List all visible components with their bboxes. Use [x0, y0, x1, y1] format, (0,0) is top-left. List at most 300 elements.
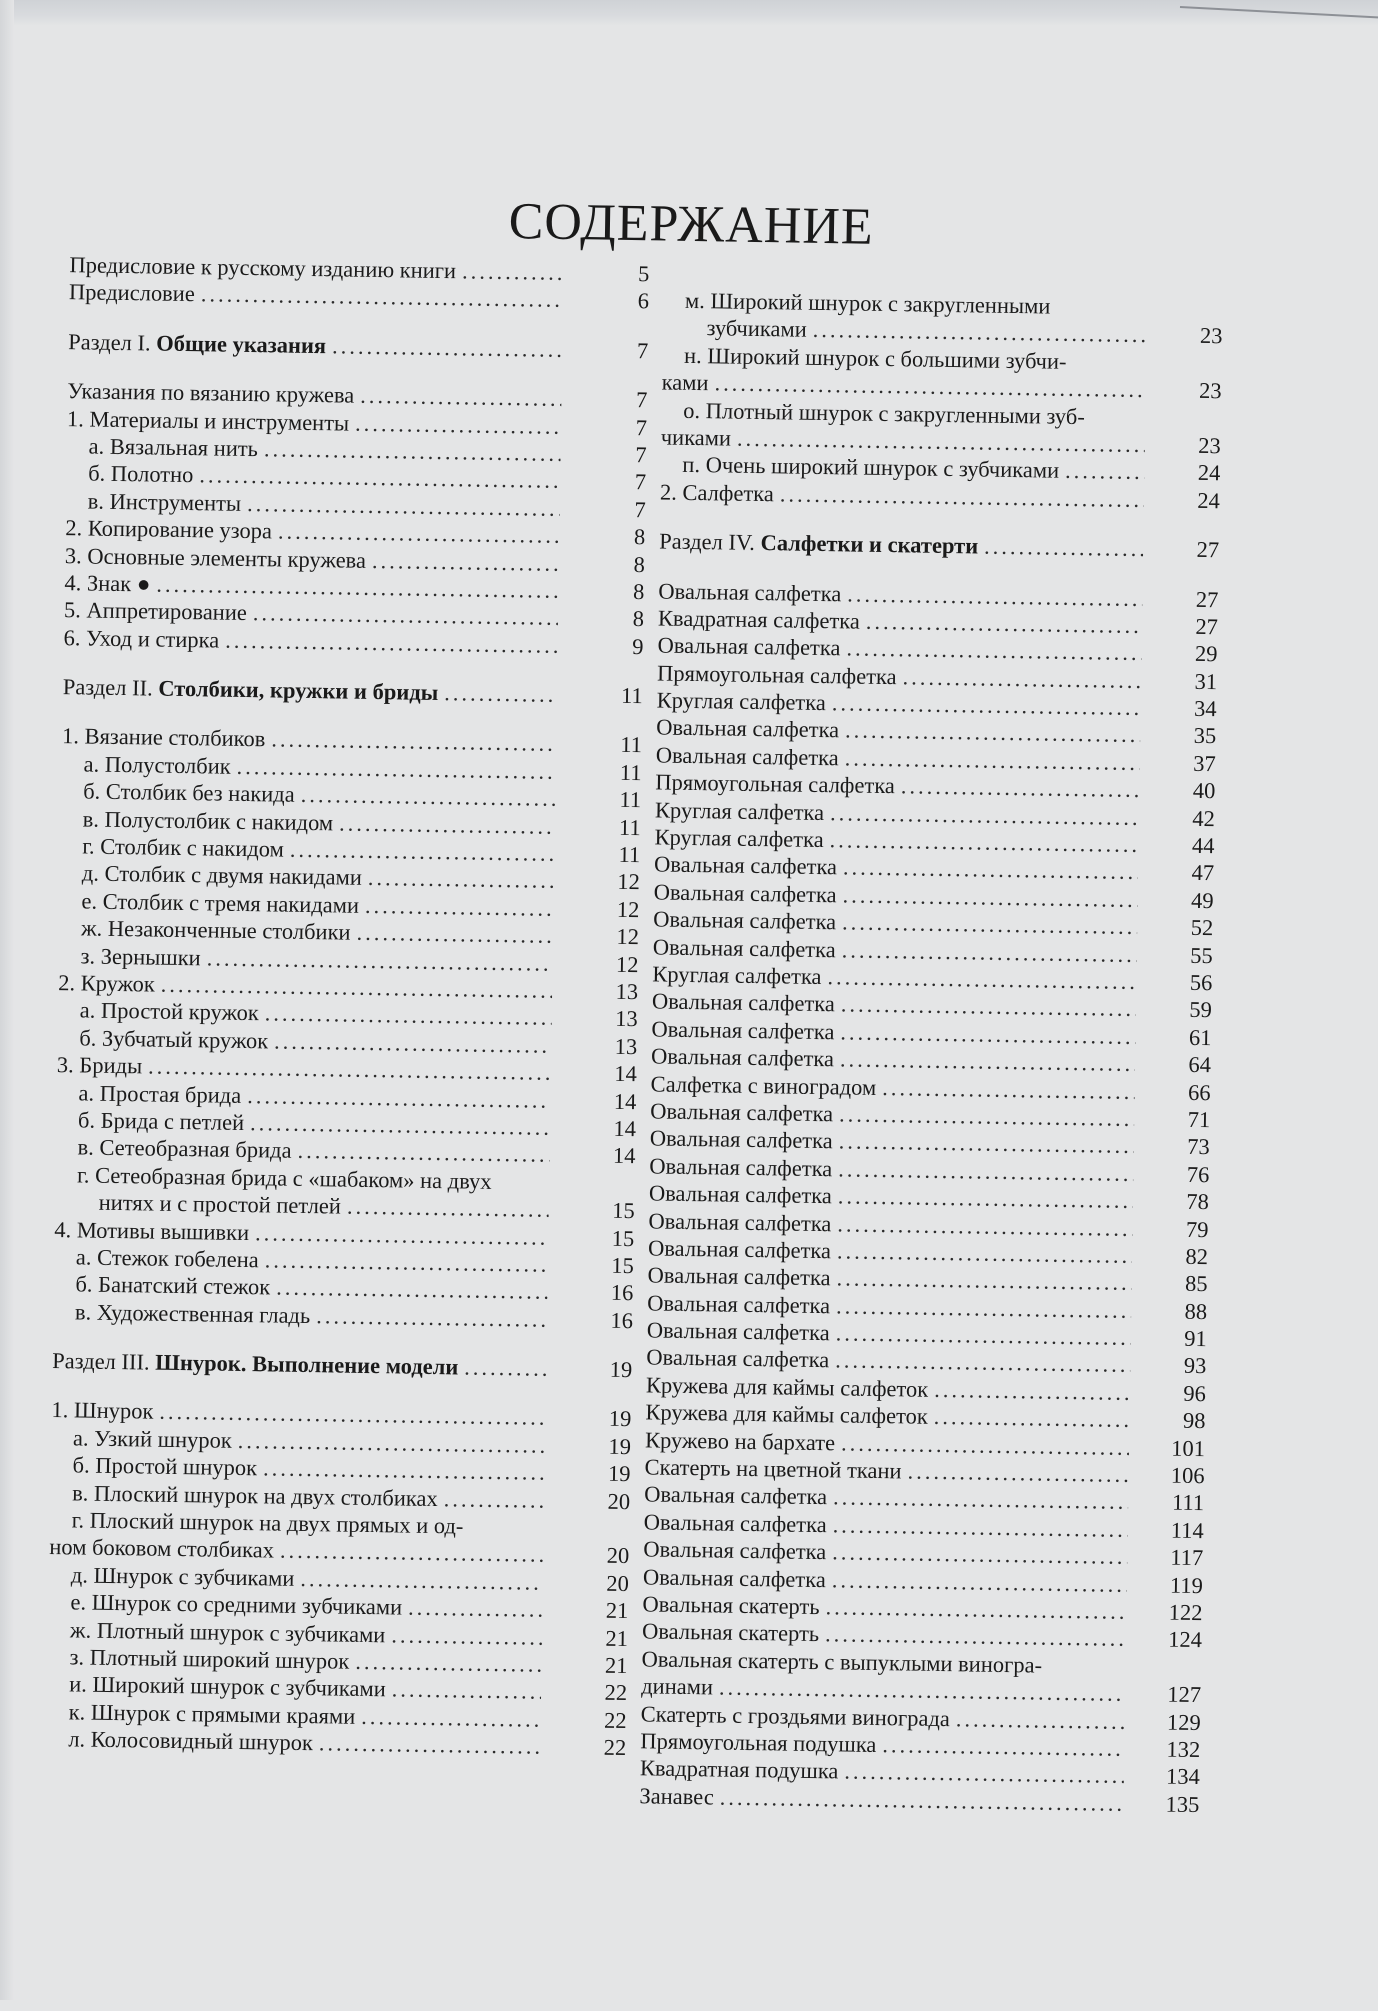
- dot-leader: [832, 1539, 1127, 1570]
- dot-leader: [250, 1110, 550, 1141]
- toc-entry-title: 5. Аппретирование: [63, 597, 248, 626]
- dot-leader: [444, 680, 557, 708]
- dot-leader: [276, 1275, 548, 1305]
- page-number: 12: [615, 951, 639, 977]
- page-number: 98: [1182, 1408, 1206, 1434]
- section-number: Раздел IV.: [659, 528, 756, 556]
- toc-entry-title: Овальная салфетка: [644, 1481, 828, 1510]
- page-number: [550, 1535, 630, 1536]
- toc-entry-title: Предисловие: [68, 279, 196, 307]
- dot-leader: [837, 1238, 1132, 1269]
- dot-leader: [355, 410, 561, 439]
- page-number: 22: [603, 1707, 627, 1733]
- dot-leader: [464, 1355, 546, 1382]
- dot-leader: [265, 1001, 552, 1032]
- dot-leader: [316, 1303, 547, 1333]
- toc-entry-title: а. Стежок гобелена: [75, 1244, 259, 1273]
- toc-entry-title: Овальная салфетка: [649, 1153, 833, 1181]
- toc-entry-title: а. Полустолбик: [83, 751, 231, 779]
- page-number: 71: [1187, 1106, 1211, 1133]
- dot-leader: [836, 1293, 1131, 1324]
- dot-leader: [247, 491, 560, 522]
- page-number: 13: [615, 1006, 638, 1032]
- page-number: 31: [1194, 668, 1218, 694]
- page-number: 8: [632, 606, 645, 632]
- page-number: 23: [1198, 432, 1221, 459]
- dot-leader: [838, 1156, 1133, 1187]
- toc-entry-title: Круглая салфетка: [654, 824, 824, 853]
- dot-leader: [827, 964, 1136, 995]
- dot-leader: [347, 1194, 549, 1223]
- toc-entry-title: [63, 674, 439, 706]
- page-number: 20: [607, 1488, 631, 1514]
- toc-section-heading[interactable]: [52, 1348, 632, 1384]
- toc-entry-title: нитях и с простой петлей: [98, 1189, 342, 1219]
- toc-section-heading[interactable]: [659, 529, 1219, 565]
- page-number: 35: [1193, 723, 1217, 749]
- page-number: 14: [613, 1088, 637, 1114]
- toc-entry-title: Овальная салфетка: [653, 851, 838, 880]
- page-number: [1153, 315, 1223, 316]
- page-number: 8: [632, 578, 645, 605]
- dot-leader: [319, 1730, 541, 1759]
- page-number: 44: [1191, 832, 1215, 859]
- page-number: 122: [1168, 1599, 1203, 1626]
- page-number: 19: [609, 1356, 633, 1383]
- dot-leader: [1065, 458, 1145, 485]
- page-number: 79: [1185, 1216, 1209, 1242]
- toc-entry-title: Овальная салфетка: [656, 714, 840, 743]
- page-number: 7: [635, 414, 648, 440]
- toc-entry-title: 1. Материалы и инструменты: [66, 405, 350, 436]
- toc-entry-title: Прямоугольная салфетка: [655, 769, 896, 799]
- toc-entry-title: Круглая салфетка: [656, 687, 827, 716]
- dot-leader: [247, 1083, 551, 1114]
- toc-entry-title: Овальная салфетка: [653, 879, 837, 908]
- toc-entry-title: ном боковом столбиках: [49, 1534, 275, 1563]
- page-number: 23: [1199, 323, 1223, 349]
- toc-entry-title: г. Плоский шнурок на двух прямых и од-: [71, 1507, 464, 1539]
- dot-leader: [829, 827, 1138, 858]
- page-number: 52: [1190, 915, 1214, 941]
- dot-leader: [356, 920, 553, 949]
- page-number: 15: [611, 1252, 635, 1279]
- page-number: 14: [612, 1143, 636, 1169]
- dot-leader: [840, 1019, 1135, 1050]
- dot-leader: [934, 1377, 1130, 1406]
- page-number: 11: [620, 682, 643, 709]
- dot-leader: [274, 1028, 552, 1058]
- toc-entry-title: Овальная скатерть с выпуклыми виногра-: [641, 1646, 1043, 1678]
- toc-entry-title: б. Полотно: [88, 460, 194, 488]
- toc-entry-title: н. Широкий шнурок с большими зубчи-: [683, 342, 1067, 374]
- toc-entry-title: е. Столбик с тремя накидами: [81, 888, 360, 918]
- page-number: 20: [606, 1570, 630, 1596]
- dot-leader: [355, 1649, 542, 1678]
- page-number: 40: [1192, 778, 1216, 804]
- page-number: 47: [1191, 860, 1215, 886]
- dot-leader: [297, 1138, 549, 1168]
- dot-leader: [843, 855, 1138, 886]
- dot-leader: [825, 1594, 1126, 1625]
- dot-leader: [361, 1704, 541, 1733]
- dot-leader: [253, 600, 559, 631]
- toc-entry-title: Кружева для каймы салфеток: [645, 1372, 929, 1402]
- dot-leader: [236, 754, 555, 785]
- toc-entry-title: Кружево на бархате: [644, 1426, 836, 1455]
- toc-section-heading[interactable]: [63, 674, 643, 710]
- page-number: 29: [1194, 641, 1218, 667]
- dot-leader: [360, 383, 562, 412]
- toc-entry-title: е. Шнурок со средними зубчиками: [70, 1589, 403, 1620]
- dot-leader: [207, 945, 553, 976]
- toc-entry-title: и. Широкий шнурок с зубчиками: [68, 1671, 386, 1702]
- toc-entry-title: 2. Копирование узора: [65, 515, 273, 544]
- page-number: 119: [1169, 1572, 1204, 1598]
- dot-leader: [280, 1538, 544, 1568]
- toc-entry-title: Овальная салфетка: [657, 632, 841, 661]
- toc-entry-title: Овальная салфетка: [655, 742, 839, 771]
- page-number: 76: [1186, 1161, 1210, 1187]
- page-number: 78: [1186, 1188, 1210, 1215]
- page-number: 11: [619, 759, 642, 786]
- page-number: [555, 1190, 635, 1191]
- toc-entry-title: [659, 529, 978, 560]
- dot-leader: [1048, 1672, 1126, 1673]
- toc-entry-title: б. Зубчатый кружок: [79, 1025, 269, 1054]
- dot-leader: [720, 1784, 1124, 1816]
- dot-leader: [836, 1266, 1131, 1297]
- toc-entry-title: Овальная салфетка: [650, 1043, 835, 1072]
- dot-leader: [368, 865, 554, 894]
- toc-entry-title: ж. Незаконченные столбики: [80, 915, 351, 945]
- toc-entry-title: д. Шнурок с зубчиками: [70, 1562, 295, 1591]
- dot-leader: [835, 1348, 1130, 1379]
- page-number: 27: [1195, 613, 1219, 640]
- toc-entry-title: 1. Шнурок: [51, 1397, 154, 1425]
- dot-leader: [225, 627, 558, 658]
- page-number: 16: [610, 1307, 634, 1333]
- dot-leader: [833, 1485, 1128, 1516]
- toc-left-column: [46, 252, 650, 1762]
- page-number: 22: [604, 1680, 628, 1706]
- page-number: 88: [1184, 1298, 1208, 1324]
- toc-entry-title: в. Сетеобразная брида: [77, 1134, 292, 1164]
- dot-leader: [199, 463, 560, 495]
- dot-leader: [847, 581, 1142, 612]
- toc-entry-title: Круглая салфетка: [654, 797, 825, 825]
- page-number: 7: [635, 387, 648, 413]
- dot-leader: [841, 1430, 1129, 1461]
- toc-entry-title: д. Столбик с двумя накидами: [81, 860, 363, 891]
- toc-entry-title: к. Шнурок с прямыми краями: [68, 1699, 356, 1729]
- toc-entry-title: Овальная скатерть: [641, 1618, 820, 1647]
- page-number: 13: [615, 978, 639, 1005]
- dot-leader: [372, 547, 559, 576]
- page-number: 5: [637, 261, 650, 287]
- page-number: 19: [608, 1433, 632, 1459]
- page-number: 20: [606, 1543, 630, 1569]
- toc-entry-title: 4. Мотивы вышивки: [54, 1216, 250, 1245]
- dot-leader: [265, 1247, 549, 1277]
- dot-leader: [271, 727, 556, 757]
- page-number: 24: [1197, 460, 1221, 486]
- page-number: 19: [607, 1461, 631, 1487]
- toc-entry-title: Овальная салфетка: [647, 1235, 832, 1264]
- page-number: 37: [1193, 750, 1216, 777]
- section-title: Шнурок. Выполнение модели: [155, 1349, 459, 1380]
- page-number: 114: [1170, 1517, 1204, 1543]
- toc-entry-title: Овальная салфетка: [642, 1563, 827, 1592]
- page-number: 124: [1168, 1626, 1203, 1653]
- dot-leader: [841, 992, 1136, 1023]
- toc-entry-title: Овальная салфетка: [653, 906, 837, 935]
- page-number: 19: [608, 1406, 632, 1432]
- dot-leader: [839, 1101, 1134, 1132]
- page-number: 7: [636, 337, 649, 364]
- toc-entry-title: з. Зернышки: [80, 943, 201, 970]
- section-number: Раздел II.: [62, 674, 153, 701]
- page-number: 49: [1190, 887, 1214, 914]
- page-number: 11: [618, 841, 641, 868]
- page-number: 111: [1171, 1490, 1205, 1516]
- dot-leader: [201, 282, 564, 314]
- toc-entry-title: 2. Салфетка: [659, 479, 775, 506]
- toc-entry-title: Овальная салфетка: [647, 1290, 831, 1318]
- toc-entry-title: Занавес: [639, 1783, 714, 1810]
- toc-entry-title: 6. Уход и стирка: [63, 624, 220, 653]
- dot-leader: [832, 1512, 1127, 1543]
- toc-entry-title: Квадратная подушка: [639, 1755, 839, 1784]
- toc-entry-title: 3. Бриды: [56, 1052, 143, 1079]
- toc-entry-title: ками: [661, 369, 709, 396]
- page-number: 14: [614, 1060, 638, 1087]
- toc-entry-title: ж. Плотный шнурок с зубчиками: [69, 1616, 386, 1647]
- dot-leader: [290, 837, 555, 867]
- toc-entry-title: п. Очень широкий шнурок с зубчиками: [682, 452, 1060, 484]
- section-number: Раздел I.: [68, 328, 151, 356]
- toc-entry-title: Овальная салфетка: [651, 1016, 835, 1045]
- toc-entry-title: в. Художественная гладь: [74, 1299, 311, 1328]
- page-number: 101: [1171, 1435, 1206, 1461]
- page-number: 21: [605, 1597, 629, 1624]
- page-number: 15: [611, 1197, 635, 1224]
- section-number: Раздел III.: [52, 1348, 150, 1375]
- page-number: 11: [620, 732, 643, 758]
- page-number: 27: [1195, 586, 1219, 612]
- page-number: 56: [1189, 969, 1213, 996]
- dot-leader: [255, 1220, 549, 1251]
- page-number: 12: [616, 896, 640, 923]
- dot-leader: [837, 1211, 1132, 1242]
- toc-entry-title: з. Плотный широкий шнурок: [69, 1644, 350, 1674]
- section-title: Салфетки и скатерти: [760, 530, 979, 559]
- dot-leader: [840, 1047, 1135, 1078]
- page-number: 64: [1188, 1051, 1212, 1078]
- dot-leader: [845, 718, 1140, 749]
- toc-entry-title: в. Плоский шнурок на двух столбиках: [71, 1479, 438, 1511]
- dot-leader: [238, 1428, 546, 1459]
- toc-entry-title: Скатерть на цветной ткани: [644, 1454, 902, 1484]
- toc-entry-title: о. Плотный шнурок с закругленными зуб-: [683, 397, 1086, 429]
- dot-leader: [332, 333, 563, 363]
- page-number: 16: [610, 1280, 634, 1306]
- toc-entry-title: м. Широкий шнурок с закругленными: [684, 287, 1051, 319]
- dot-leader: [830, 800, 1139, 831]
- toc-entry-title: Овальная салфетка: [646, 1317, 830, 1346]
- page-number: 59: [1189, 997, 1213, 1023]
- page-number: 6: [637, 288, 650, 314]
- toc-section-heading[interactable]: [68, 329, 648, 365]
- page-number: 12: [617, 869, 641, 895]
- page-number: 55: [1190, 942, 1213, 968]
- title-text: СОДЕРЖАНИЕ: [508, 192, 875, 256]
- dot-leader: [780, 481, 1144, 513]
- toc-entry-title: [68, 329, 326, 359]
- dot-leader: [391, 1622, 542, 1650]
- dot-leader: [1056, 314, 1147, 315]
- toc-entry-title: Овальная салфетка: [648, 1207, 832, 1236]
- page-number: 8: [633, 524, 646, 550]
- toc-entry-title: Овальная салфетка: [649, 1125, 833, 1154]
- toc-entry-title: Прямоугольная подушка: [640, 1728, 877, 1757]
- dot-leader: [159, 1399, 545, 1431]
- toc-entry-title: б. Столбик без накида: [83, 778, 295, 808]
- dot-leader: [339, 810, 555, 839]
- page-number: 8: [633, 551, 646, 577]
- page-number: [1131, 1674, 1201, 1675]
- page-number: 27: [1196, 537, 1220, 563]
- dot-leader: [469, 1534, 543, 1535]
- toc-entry-title: 1. Вязание столбиков: [61, 723, 266, 752]
- page-number: 73: [1187, 1134, 1210, 1160]
- page-number: 15: [611, 1225, 635, 1251]
- dot-leader: [907, 1458, 1128, 1487]
- page-number: 11: [619, 787, 642, 813]
- section-title: Общие указания: [156, 330, 327, 358]
- page-number: 82: [1185, 1243, 1209, 1270]
- dot-leader: [1091, 424, 1145, 425]
- toc-entry-title: а. Простая брида: [78, 1079, 242, 1108]
- page-number: 11: [618, 814, 641, 840]
- toc-entry-title: а. Простой кружок: [79, 997, 259, 1026]
- dot-leader: [497, 1189, 549, 1190]
- page-number: 23: [1198, 378, 1222, 404]
- page-number: [1152, 370, 1222, 371]
- page-number: 134: [1165, 1763, 1201, 1790]
- toc-entry-title: [52, 1348, 458, 1380]
- dot-leader: [882, 1732, 1124, 1762]
- page-number: 132: [1166, 1736, 1201, 1763]
- toc-entry-title: 2. Кружок: [57, 970, 155, 997]
- toc-entry-title: Овальная салфетка: [652, 934, 836, 962]
- toc-entry-title: 4. Знак ●: [64, 570, 151, 597]
- toc-entry-title: г. Сетеобразная брида с «шабаком» на двух: [76, 1162, 492, 1194]
- page-number: 127: [1167, 1681, 1202, 1708]
- toc-entry-title: б. Простой шнурок: [72, 1452, 258, 1481]
- toc-entry-title: Указания по вязанию кружева: [67, 378, 355, 408]
- dot-leader: [842, 910, 1137, 941]
- toc-entry-title: л. Колосовидный шнурок: [68, 1726, 314, 1756]
- page-number: 7: [634, 496, 646, 522]
- dot-leader: [832, 690, 1141, 721]
- page-number: 93: [1183, 1353, 1207, 1379]
- page-number: 14: [613, 1115, 637, 1142]
- dot-leader: [832, 1567, 1127, 1598]
- toc-entry-title: зубчиками: [706, 315, 807, 343]
- page-number: 7: [635, 442, 647, 468]
- toc-entry-title: Овальная салфетка: [658, 577, 842, 606]
- toc-entry-title: Салфетка с виноградом: [650, 1070, 877, 1100]
- dot-leader: [838, 1129, 1133, 1160]
- page-number: 34: [1193, 695, 1217, 722]
- dot-leader: [300, 782, 555, 812]
- toc-entry-title: Овальная салфетка: [648, 1180, 833, 1209]
- toc-entry-title: а. Узкий шнурок: [72, 1425, 232, 1453]
- toc-entry-title: Овальная салфетка: [650, 1098, 834, 1127]
- page-number: 106: [1170, 1462, 1205, 1489]
- dot-leader: [278, 519, 560, 549]
- page-number: 96: [1183, 1380, 1207, 1406]
- page-number: 61: [1188, 1024, 1212, 1050]
- toc-right-column: [639, 287, 1223, 1819]
- dot-leader: [956, 1706, 1125, 1735]
- page-number: 12: [616, 924, 640, 950]
- toc-entry-title: Прямоугольная салфетка: [656, 660, 897, 689]
- toc-entry-title: Предисловие к русскому изданию книги: [69, 252, 457, 284]
- toc-entry-title: Круглая салфетка: [652, 961, 822, 990]
- page-number: [1151, 425, 1221, 426]
- toc-entry-title: Овальная салфетка: [647, 1262, 831, 1291]
- dot-leader: [842, 882, 1137, 913]
- toc-entry-title: Овальная скатерть: [642, 1591, 820, 1620]
- toc-entry-title: г. Столбик с накидом: [82, 833, 285, 862]
- dot-leader: [263, 1456, 545, 1486]
- toc-entry-title: а. Вязальная нить: [88, 433, 259, 462]
- dot-leader: [902, 664, 1141, 694]
- dot-leader: [408, 1595, 543, 1623]
- dot-leader: [300, 1566, 543, 1596]
- dot-leader: [264, 436, 561, 467]
- dot-leader: [443, 1486, 544, 1514]
- page-number: 85: [1184, 1271, 1208, 1297]
- page-number: 66: [1187, 1079, 1211, 1105]
- dot-leader: [825, 1622, 1126, 1653]
- page-number: 129: [1166, 1709, 1201, 1735]
- page-number: 24: [1197, 487, 1221, 513]
- toc-entry-title: Скатерть с гроздьями винограда: [640, 1700, 951, 1731]
- toc-entry-title: Овальная салфетка: [643, 1536, 827, 1565]
- section-title: Столбики, кружки и бриды: [158, 675, 439, 706]
- dot-leader: [462, 258, 564, 286]
- page-number: 7: [634, 469, 647, 495]
- dot-leader: [835, 1320, 1130, 1351]
- toc-entry-title: в. Полустолбик с накидом: [82, 806, 334, 836]
- toc-entry-title: Овальная салфетка: [643, 1509, 827, 1538]
- toc-entry-title: б. Банатский стежок: [75, 1271, 271, 1300]
- dot-leader: [846, 636, 1141, 667]
- dot-leader: [1072, 369, 1146, 370]
- dot-leader: [901, 774, 1140, 804]
- page-title: [12, 184, 1378, 265]
- dot-leader: [984, 534, 1143, 562]
- toc-entry-title: 3. Основные элементы кружева: [64, 542, 367, 573]
- dot-leader: [838, 1183, 1133, 1214]
- page-number: 22: [603, 1734, 627, 1761]
- dot-leader: [365, 893, 554, 922]
- page-number: 91: [1184, 1325, 1207, 1352]
- page-number: 117: [1170, 1544, 1204, 1571]
